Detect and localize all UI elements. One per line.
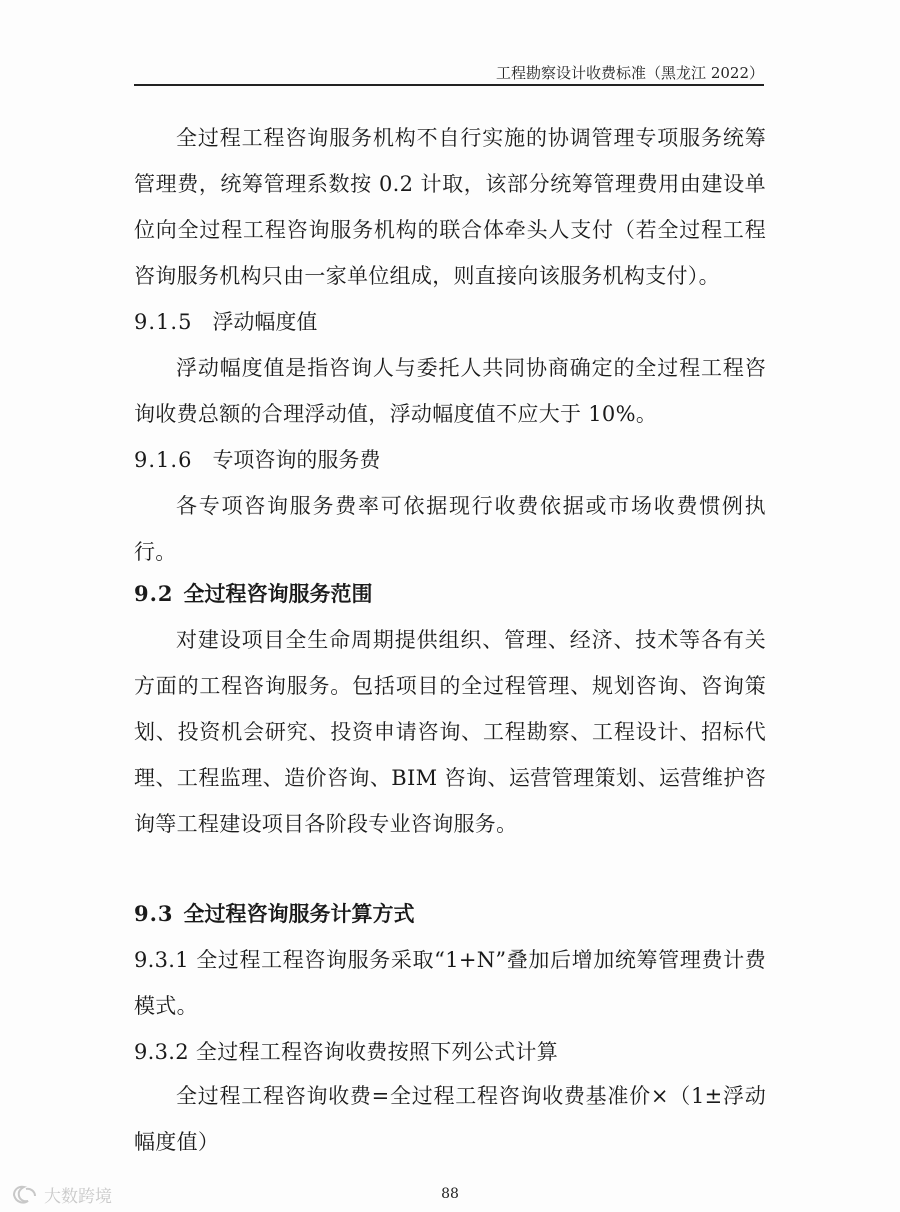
header-rule xyxy=(134,84,764,86)
formula-text: 全过程工程咨询收费=全过程工程咨询收费基准价×（1±浮动幅度值） xyxy=(134,1084,766,1154)
watermark-text: 大数跨境 xyxy=(44,1187,112,1207)
heading-number: 9.1.5 xyxy=(134,310,193,334)
paragraph-text: 各专项咨询服务费率可依据现行收费依据或市场收费惯例执行。 xyxy=(134,494,766,564)
paragraph-text: 9.3.1 全过程工程咨询服务采取“1+N”叠加后增加统筹管理费计费模式。 xyxy=(134,948,766,1018)
watermark xyxy=(10,1182,112,1207)
paragraph-9-3-1 xyxy=(134,937,766,1029)
heading-9-3 xyxy=(134,891,766,937)
heading-title: 专项咨询的服务费 xyxy=(212,448,381,472)
page-number: 88 xyxy=(441,1186,459,1202)
watermark-logo-icon xyxy=(10,1183,40,1207)
paragraph-management-fee xyxy=(134,115,766,299)
paragraph-formula xyxy=(134,1073,766,1165)
heading-number: 9.2 xyxy=(134,581,174,606)
heading-title: 全过程咨询服务计算方式 xyxy=(183,901,415,926)
heading-number: 9.3 xyxy=(134,901,174,926)
paragraph-text: 全过程工程咨询服务机构不自行实施的协调管理专项服务统筹管理费，统筹管理系数按 0.2 计取，该部分统筹管理费用由建设单位向全过程工程咨询服务机构的联合体牵头人支付（若全过程工程咨询服务机构只由一家单位组成，则直接向该服务机构支付）。 xyxy=(134,126,766,288)
paragraph-text: 浮动幅度值是指咨询人与委托人共同协商确定的全过程工程咨询收费总额的合理浮动值，浮动幅度值不应大于 10%。 xyxy=(134,356,766,426)
heading-number: 9.1.6 xyxy=(134,448,193,472)
heading-9-1-6 xyxy=(134,437,766,483)
running-header: 工程勘察设计收费标准（黑龙江 2022） xyxy=(496,64,764,82)
paragraph-text: 9.3.2 全过程工程咨询收费按照下列公式计算 xyxy=(134,1040,559,1064)
paragraph-service-scope xyxy=(134,617,766,847)
heading-title: 全过程咨询服务范围 xyxy=(183,581,373,606)
heading-title: 浮动幅度值 xyxy=(212,310,318,334)
heading-9-1-5 xyxy=(134,299,766,345)
paragraph-9-3-2 xyxy=(134,1029,766,1075)
heading-9-2 xyxy=(134,571,766,617)
paragraph-float-range xyxy=(134,345,766,437)
paragraph-text: 对建设项目全生命周期提供组织、管理、经济、技术等各有关方面的工程咨询服务。包括项目的全过程管理、规划咨询、咨询策划、投资机会研究、投资申请咨询、工程勘察、工程设计、招标代理、工程监理、造价咨询、BIM 咨询、运营管理策划、运营维护咨询等工程建设项目各阶段专业咨询服务。 xyxy=(134,628,766,836)
paragraph-special-service-fee xyxy=(134,483,766,575)
